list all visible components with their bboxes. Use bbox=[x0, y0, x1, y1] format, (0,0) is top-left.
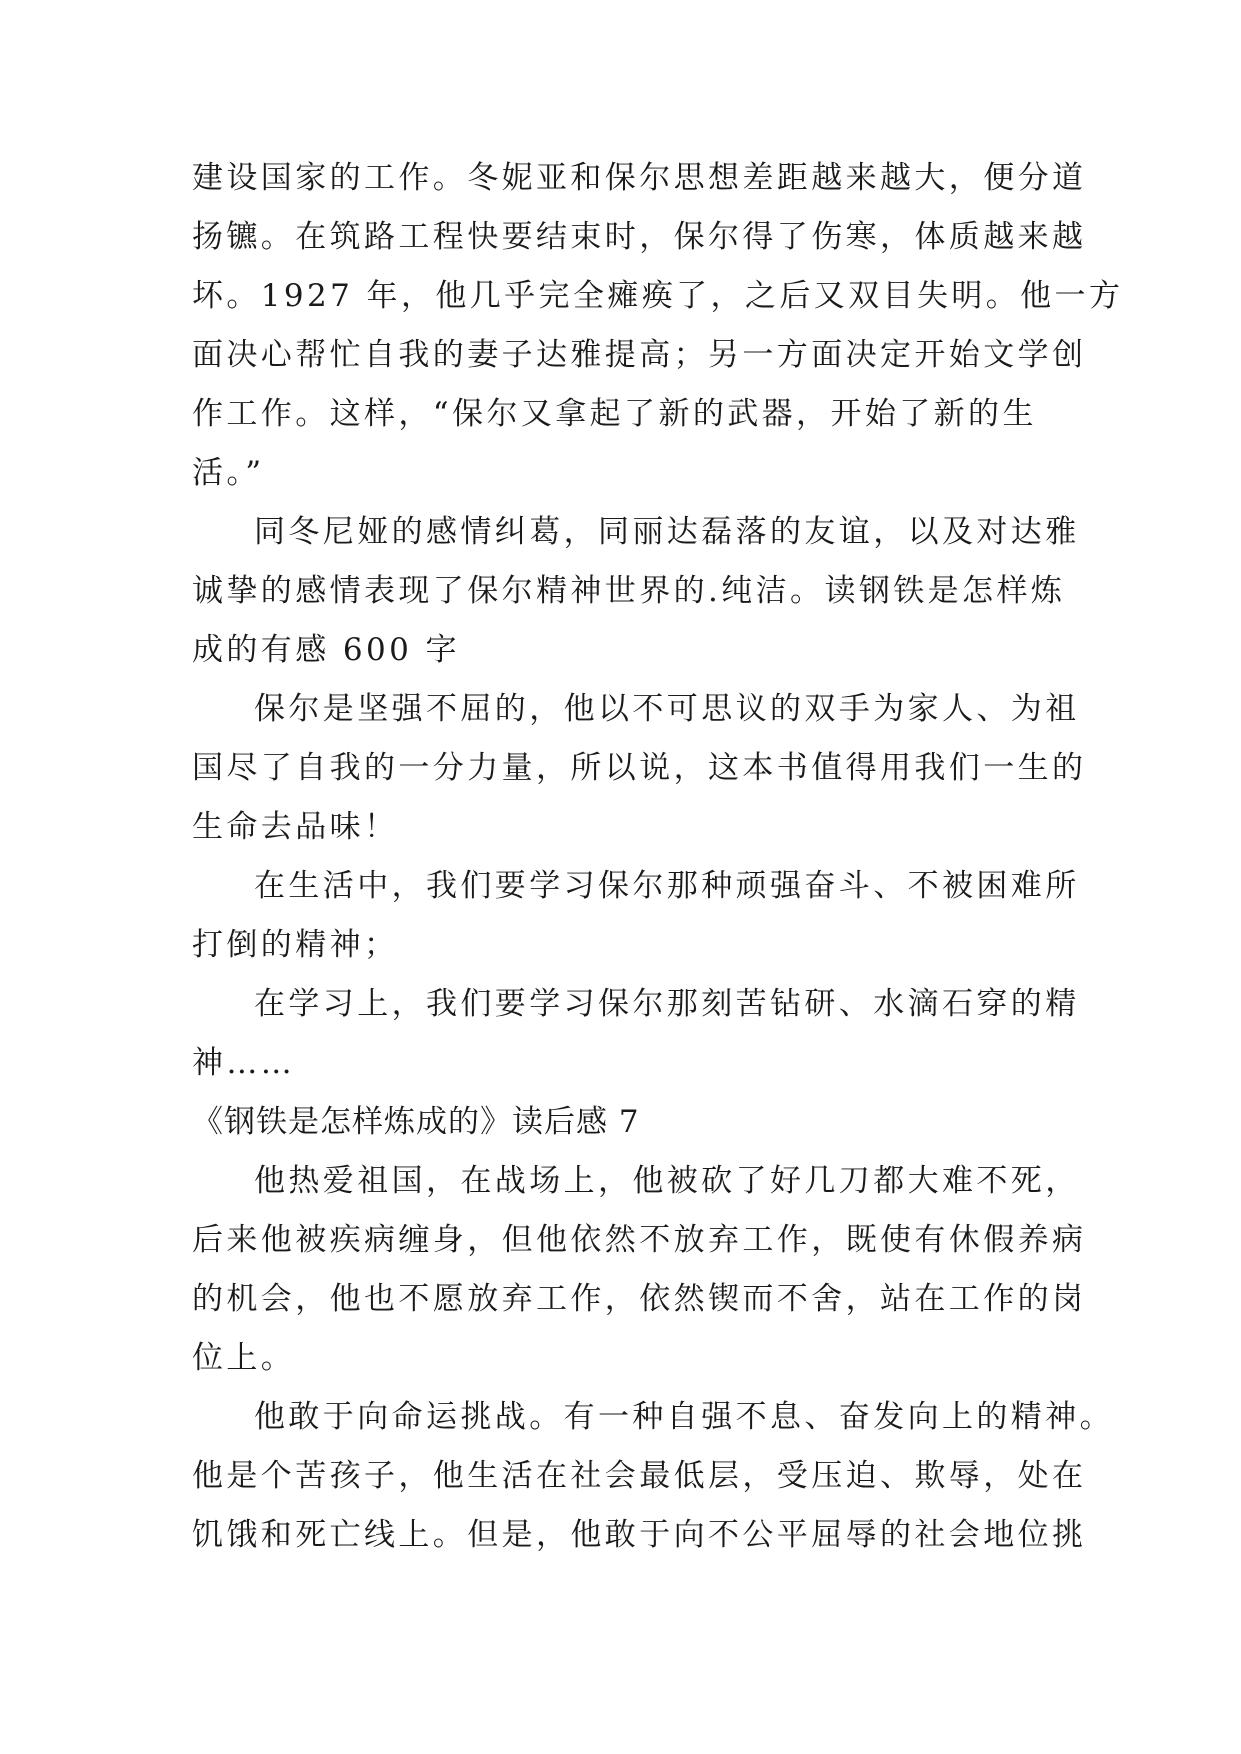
text-line: 位上。 bbox=[192, 1340, 296, 1376]
paragraph-start-line: 他敢于向命运挑战。有一种自强不息、奋发向上的精神。 bbox=[254, 1399, 1114, 1435]
text-line: 活。” bbox=[192, 455, 265, 491]
paragraph-start-line: 同冬尼娅的感情纠葛，同丽达磊落的友谊，以及对达雅 bbox=[254, 514, 1080, 550]
paragraph-start-line: 在学习上，我们要学习保尔那刻苦钻研、水滴石穿的精 bbox=[254, 986, 1080, 1022]
text-line: 坏。1927 年，他几乎完全瘫痪了，之后又双目失明。他一方 bbox=[192, 278, 1124, 314]
section-heading: 《钢铁是怎样炼成的》读后感 7 bbox=[192, 1104, 640, 1140]
text-line: 成的有感 600 字 bbox=[192, 632, 460, 668]
text-line: 的机会，他也不愿放弃工作，依然锲而不舍，站在工作的岗 bbox=[192, 1281, 1087, 1317]
text-line: 生命去品味！ bbox=[192, 809, 399, 845]
text-line: 饥饿和死亡线上。但是，他敢于向不公平屈辱的社会地位挑 bbox=[192, 1517, 1087, 1553]
text-line: 作工作。这样，“保尔又拿起了新的武器，开始了新的生 bbox=[192, 396, 1037, 432]
text-line: 神…… bbox=[192, 1045, 296, 1081]
paragraph-start-line: 保尔是坚强不屈的，他以不可思议的双手为家人、为祖 bbox=[254, 691, 1080, 727]
text-line: 诚挚的感情表现了保尔精神世界的.纯洁。读钢铁是怎样炼 bbox=[192, 573, 1066, 609]
text-line: 他是个苦孩子，他生活在社会最低层，受压迫、欺辱，处在 bbox=[192, 1458, 1087, 1494]
paragraph-start-line: 他热爱祖国，在战场上，他被砍了好几刀都大难不死， bbox=[254, 1163, 1080, 1199]
text-line: 国尽了自我的一分力量，所以说，这本书值得用我们一生的 bbox=[192, 750, 1087, 786]
text-line: 建设国家的工作。冬妮亚和保尔思想差距越来越大，便分道 bbox=[192, 160, 1087, 196]
paragraph-start-line: 在生活中，我们要学习保尔那种顽强奋斗、不被困难所 bbox=[254, 868, 1080, 904]
text-line: 后来他被疾病缠身，但他依然不放弃工作，既使有休假养病 bbox=[192, 1222, 1087, 1258]
text-line: 打倒的精神； bbox=[192, 927, 399, 963]
text-line: 扬镳。在筑路工程快要结束时，保尔得了伤寒，体质越来越 bbox=[192, 219, 1087, 255]
text-line: 面决心帮忙自我的妻子达雅提高；另一方面决定开始文学创 bbox=[192, 337, 1087, 373]
